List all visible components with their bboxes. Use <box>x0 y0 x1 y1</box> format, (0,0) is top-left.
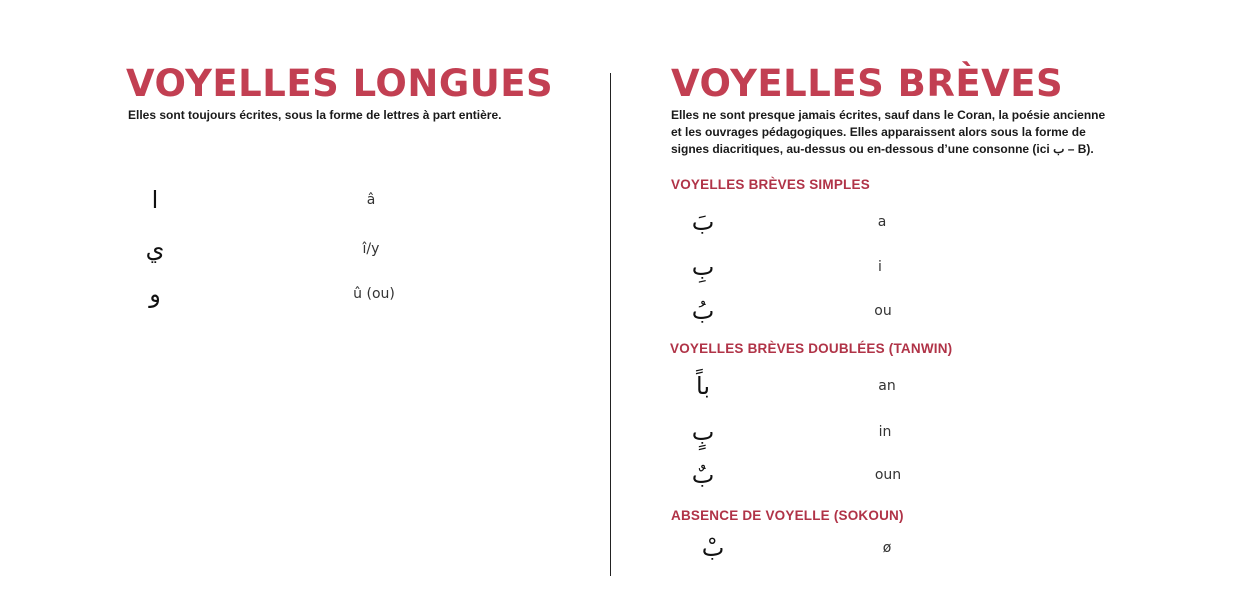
short-vowel-row <box>0 366 1240 406</box>
short-vowel-row <box>0 528 1240 568</box>
simple-short-vowels-heading: VOYELLES BRÈVES SIMPLES <box>671 177 870 192</box>
arabic-letter: بَ <box>691 208 715 236</box>
arabic-letter: بِ <box>691 253 715 281</box>
short-vowel-row <box>0 202 1240 242</box>
doubled-short-vowels-heading: VOYELLES BRÈVES DOUBLÉES (TANWIN) <box>670 341 953 356</box>
transliteration: â <box>366 192 376 208</box>
short-vowel-row <box>0 412 1240 452</box>
transliteration: i <box>878 259 882 275</box>
long-vowels-title: VOYELLES LONGUES <box>126 62 554 105</box>
short-vowels-title: VOYELLES BRÈVES <box>671 62 1064 105</box>
arabic-letter: و <box>149 280 161 308</box>
transliteration: an <box>878 378 896 394</box>
short-vowels-intro-line-2: et les ouvrages pédagogiques. Elles apparaissent alors sous la forme de <box>671 125 1086 139</box>
transliteration: î/y <box>362 241 380 257</box>
arabic-letter: بُ <box>691 297 715 325</box>
short-vowel-row <box>0 291 1240 331</box>
long-vowels-description: Elles sont toujours écrites, sous la forme de lettres à part entière. <box>128 108 502 122</box>
transliteration: ou <box>874 303 892 319</box>
short-vowels-intro-line-3: signes diacritiques, au-dessus ou en-dessous d’une consonne (ici ب – B). <box>671 142 1094 156</box>
transliteration: oun <box>874 467 902 483</box>
arabic-letter: بْ <box>701 534 725 562</box>
arabic-letter: ا <box>151 186 159 214</box>
sukun-heading: ABSENCE DE VOYELLE (SOKOUN) <box>671 508 904 523</box>
arabic-letter: ي <box>145 235 165 263</box>
transliteration: û (ou) <box>353 286 395 302</box>
transliteration: in <box>878 424 892 440</box>
short-vowels-intro-line-1: Elles ne sont presque jamais écrites, sauf dans le Coran, la poésie ancienne <box>671 108 1106 122</box>
short-vowel-row <box>0 247 1240 287</box>
transliteration: ø <box>882 540 892 556</box>
short-vowel-row <box>0 455 1240 495</box>
transliteration: a <box>877 214 887 230</box>
arabic-letter: بٍ <box>691 418 715 446</box>
arabic-letter: بٌ <box>691 461 715 489</box>
arabic-letter: باً <box>696 372 710 400</box>
